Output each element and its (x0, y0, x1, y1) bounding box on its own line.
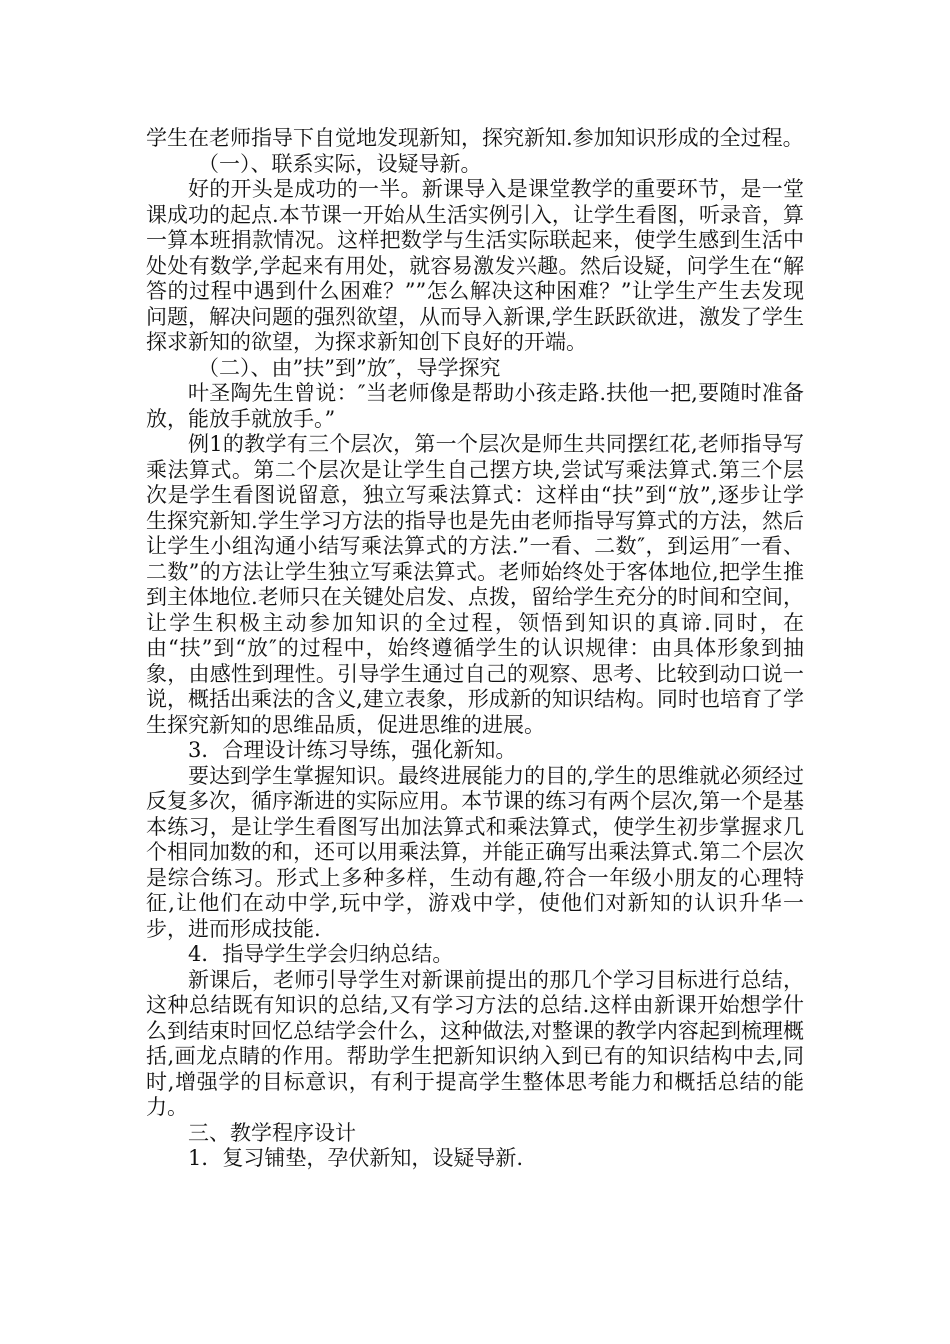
paragraph-practice: 要达到学生掌握知识。最终进展能力的目的,学生的思维就必须经过反复多次，循序渐进的实际应用。本节课的练习有两个层次,第一个是基本练习，是让学生看图写出加法算式和乘法算式，使学生初步掌握求几个相同加数的和，还可以用乘法算，并能正确写出乘法算式.第二个层次是综合练习。形式上多种多样，生动有趣,符合一年级小朋友的心理特征,让他们在动中学,玩中学，游戏中学，使他们对新知的认识升华一步，进而形成技能. (146, 763, 804, 941)
heading-section-one: （一）、联系实际，设疑导新。 (198, 151, 482, 176)
paragraph-summary: 新课后，老师引导学生对新课前提出的那几个学习目标进行总结，这种总结既有知识的总结,又有学习方法的总结.这样由新课开始想学什么到结束时回忆总结学会什么，这种做法,对整课的教学内容起到梳理概括,画龙点睛的作用。帮助学生把新知识纳入到已有的知识结构中去,同时,增强学的目标意识，有利于提高学生整体思考能力和概括总结的能力。 (146, 967, 804, 1119)
paragraph-example-one: 例1的教学有三个层次，第一个层次是师生共同摆红花,老师指导写乘法算式。第二个层次是让学生自己摆方块,尝试写乘法算式.第三个层次是学生看图说留意，独立写乘法算式：这样由“扶”到“放”,逐步让学生探究新知.学生学习方法的指导也是先由老师指导写算式的方法，然后让学生小组沟通小结写乘法算式的方法.”一看、二数″，到运用″一看、二数”的方法让学生独立写乘法算式。老师始终处于客体地位,把学生推到主体地位.老师只在关键处启发、点拨，留给学生充分的时间和空间，让学生积极主动参加知识的全过程，领悟到知识的真谛.同时，在由“扶”到“放″的过程中，始终遵循学生的认识规律：由具体形象到抽象，由感性到理性。引导学生通过自己的观察、思考、比较到动口说一说，概括出乘法的含义,建立表象，形成新的知识结构。同时也培育了学生探究新知的思维品质，促进思维的进展。 (146, 432, 804, 737)
document-body (146, 126, 804, 1172)
paragraph-intro: 学生在老师指导下自觉地发现新知，探究新知.参加知识形成的全过程。 (146, 126, 804, 150)
paragraph-quote: 叶圣陶先生曾说：″当老师像是帮助小孩走路.扶他一把,要随时准备放，能放手就放手。” (146, 381, 804, 431)
paragraph-good-start: 好的开头是成功的一半。新课导入是课堂教学的重要环节，是一堂课成功的起点.本节课一开始从生活实例引入，让学生看图，听录音，算一算本班捐款情况。这样把数学与生活实际联起来，使学生感到生活中处处有数学,学起来有用处，就容易激发兴趣。然后设疑，问学生在“解答的过程中遇到什么困难？””怎么解决这种困难？”让学生产生去发现问题，解决问题的强烈欲望，从而导入新课,学生跃跃欲进，激发了学生探求新知的欲望，为探求新知创下良好的开端。 (146, 177, 804, 354)
heading-part-three: 三、教学程序设计 (188, 1120, 356, 1145)
heading-step-one: 1．复习铺垫，孕伏新知，设疑导新. (188, 1146, 524, 1170)
heading-item-four: 4．指导学生学会归纳总结。 (188, 942, 454, 966)
heading-section-two: （二）、由”扶”到”放″，导学探究 (198, 355, 501, 380)
heading-item-three: 3．合理设计练习导练，强化新知。 (188, 738, 517, 762)
